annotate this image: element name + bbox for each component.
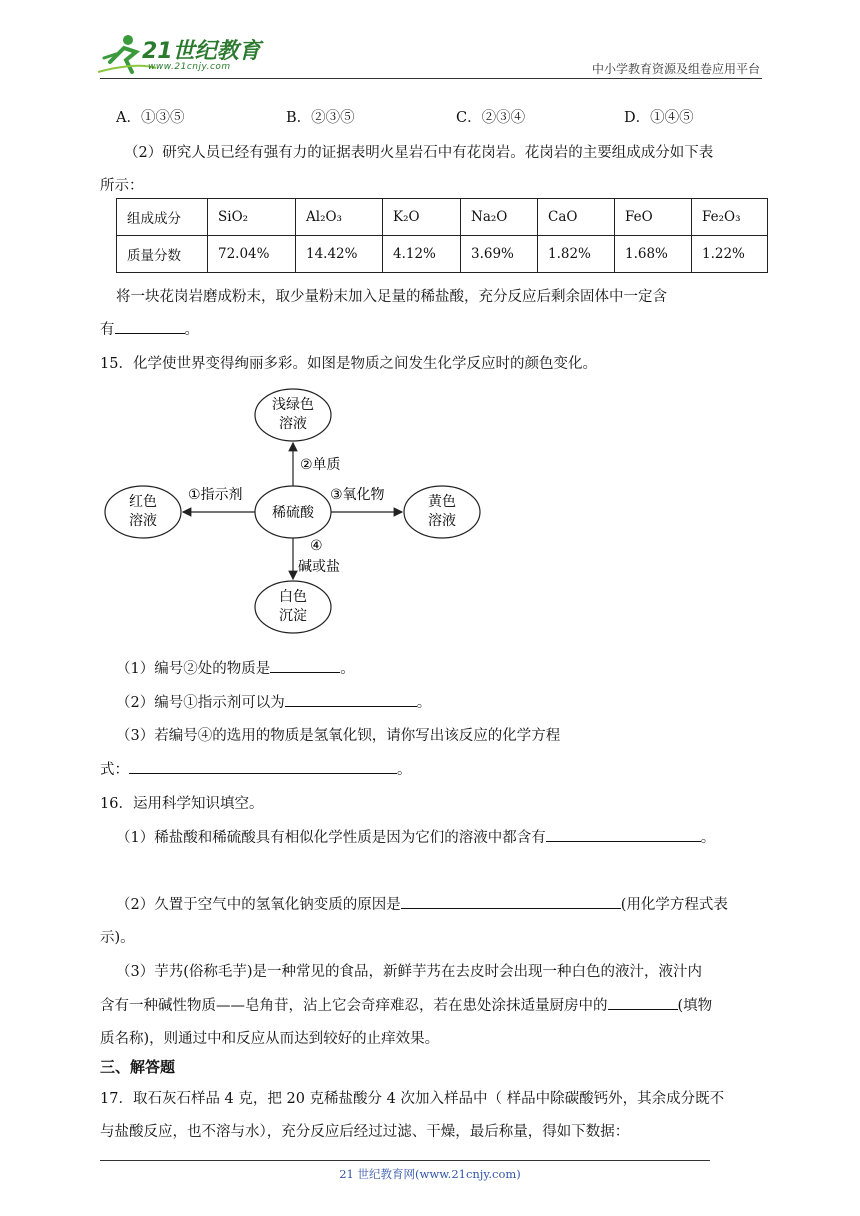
- option-b: B．②③⑤: [286, 110, 355, 126]
- arrow-down-label-number: ④: [310, 538, 323, 554]
- q16-sub3-line2: [100, 994, 712, 1015]
- q15-sub2: [116, 691, 431, 712]
- table-cell: Fe₂O₃: [692, 199, 768, 236]
- q14-2-after-line1: 将一块花岗岩磨成粉末，取少量粉末加入足量的稀盐酸，充分反应后剩余固体中一定含: [116, 289, 667, 305]
- answer-suffix: 。: [184, 322, 199, 338]
- q15-sub2-suffix: 。: [416, 695, 432, 711]
- q16-sub2: [116, 893, 728, 914]
- table-cell: 1.68%: [615, 236, 692, 273]
- center-node-label: 稀硫酸: [272, 505, 314, 521]
- table-cell: 14.42%: [296, 236, 383, 273]
- q16-sub2-line2: 示)。: [100, 930, 135, 946]
- q15-sub3-prefix: 式：: [100, 762, 129, 778]
- q15-sub2-prefix: （2）编号①指示剂可以为: [116, 695, 285, 711]
- q16-stem: 16．运用科学知识填空。: [100, 796, 264, 812]
- q16-sub1: [116, 826, 715, 847]
- q17-line1: 17．取石灰石样品 4 克，把 20 克稀盐酸分 4 次加入样品中（ 样品中除碳酸钙外，其余成分既不: [100, 1091, 725, 1107]
- table-header-cell: 组成成分: [117, 199, 208, 236]
- q15-sub1: [116, 657, 355, 678]
- answer-blank[interactable]: [115, 319, 185, 334]
- left-node-line1: 红色: [129, 494, 157, 510]
- answer-blank[interactable]: [401, 894, 621, 909]
- table-cell: Na₂O: [461, 199, 538, 236]
- table-cell: 4.12%: [383, 236, 461, 273]
- bottom-node-line2: 沉淀: [279, 608, 307, 624]
- table-cell: Al₂O₃: [296, 199, 383, 236]
- table-cell: CaO: [538, 199, 615, 236]
- logo-url: www.21cnjy.com: [148, 62, 231, 72]
- q14-2-text-line2: 所示：: [100, 178, 144, 194]
- top-node-line1: 浅绿色: [272, 397, 314, 413]
- q15-sub1-prefix: （1）编号②处的物质是: [116, 661, 271, 677]
- arrow-up-label: ②单质: [300, 457, 341, 473]
- q15-sub3-suffix: 。: [397, 762, 412, 778]
- table-cell: K₂O: [383, 199, 461, 236]
- table-header-cell: 质量分数: [117, 236, 208, 273]
- q14-2-after-line2: [100, 318, 199, 339]
- arrow-right-label: ③氧化物: [330, 487, 385, 503]
- q17-line2: 与盐酸反应，也不溶与水），充分反应后经过过滤、干燥，最后称量，得如下数据：: [100, 1124, 630, 1140]
- logo-text: 21世纪教育: [142, 39, 261, 64]
- q16-sub3-prefix: 含有一种碱性物质——皂角苷，沾上它会奇痒难忍，若在患处涂抹适量厨房中的: [100, 998, 608, 1014]
- answer-blank[interactable]: [270, 658, 340, 673]
- table-cell: 3.69%: [461, 236, 538, 273]
- section-title: 三、解答题: [100, 1058, 176, 1076]
- answer-prefix: 有: [100, 322, 115, 338]
- left-node-line2: 溶液: [129, 513, 157, 529]
- option-c: C．②③④: [456, 110, 526, 126]
- table-row: [117, 236, 768, 273]
- table-cell: 1.22%: [692, 236, 768, 273]
- q16-sub3-line1: （3）芋艿(俗称毛芋)是一种常见的食品，新鲜芋艿在去皮时会出现一种白色的液汁，液汁内: [116, 964, 703, 980]
- bottom-node-line1: 白色: [279, 589, 307, 605]
- arrow-left-label: ①指示剂: [188, 487, 243, 503]
- q16-sub2-suffix: (用化学方程式表: [620, 897, 728, 913]
- platform-name: 中小学教育资源及组卷应用平台: [591, 62, 760, 76]
- granite-composition-table: [116, 198, 768, 273]
- q15-sub3-line2: [100, 758, 412, 779]
- table-cell: SiO₂: [208, 199, 296, 236]
- option-d: D．①④⑤: [624, 110, 694, 126]
- answer-blank[interactable]: [608, 995, 678, 1010]
- table-row: [117, 199, 768, 236]
- q16-sub3-suffix: (填物: [677, 998, 713, 1014]
- q15-sub3-line1: （3）若编号④的选用的物质是氢氧化钡，请你写出该反应的化学方程: [116, 728, 561, 744]
- answer-blank[interactable]: [546, 827, 701, 842]
- right-node-line1: 黄色: [428, 494, 456, 510]
- table-cell: 72.04%: [208, 236, 296, 273]
- header-divider: [100, 78, 762, 79]
- footer-divider: [100, 1160, 710, 1161]
- option-a: A．①③⑤: [116, 110, 185, 126]
- answer-blank[interactable]: [285, 692, 417, 707]
- q15-sub1-suffix: 。: [340, 661, 355, 677]
- reaction-color-diagram: [100, 385, 500, 637]
- arrow-down-label: 碱或盐: [298, 559, 340, 575]
- q16-sub3-line3: 质名称)，则通过中和反应从而达到较好的止痒效果。: [100, 1031, 440, 1047]
- q16-sub1-prefix: （1）稀盐酸和稀硫酸具有相似化学性质是因为它们的溶液中都含有: [116, 830, 546, 846]
- answer-blank[interactable]: [129, 759, 397, 774]
- q16-sub1-suffix: 。: [700, 830, 716, 846]
- footer-text: 21 世纪教育网(www.21cnjy.com): [339, 1167, 521, 1181]
- top-node-line2: 溶液: [279, 416, 307, 432]
- right-node-line2: 溶液: [428, 513, 456, 529]
- q16-sub2-prefix: （2）久置于空气中的氢氧化钠变质的原因是: [116, 897, 401, 913]
- table-cell: FeO: [615, 199, 692, 236]
- q14-2-text-line1: （2）研究人员已经有强有力的证据表明火星岩石中有花岗岩。花岗岩的主要组成成分如下表: [124, 145, 714, 161]
- table-cell: 1.82%: [538, 236, 615, 273]
- q15-stem: 15．化学使世界变得绚丽多彩。如图是物质之间发生化学反应时的颜色变化。: [100, 356, 597, 372]
